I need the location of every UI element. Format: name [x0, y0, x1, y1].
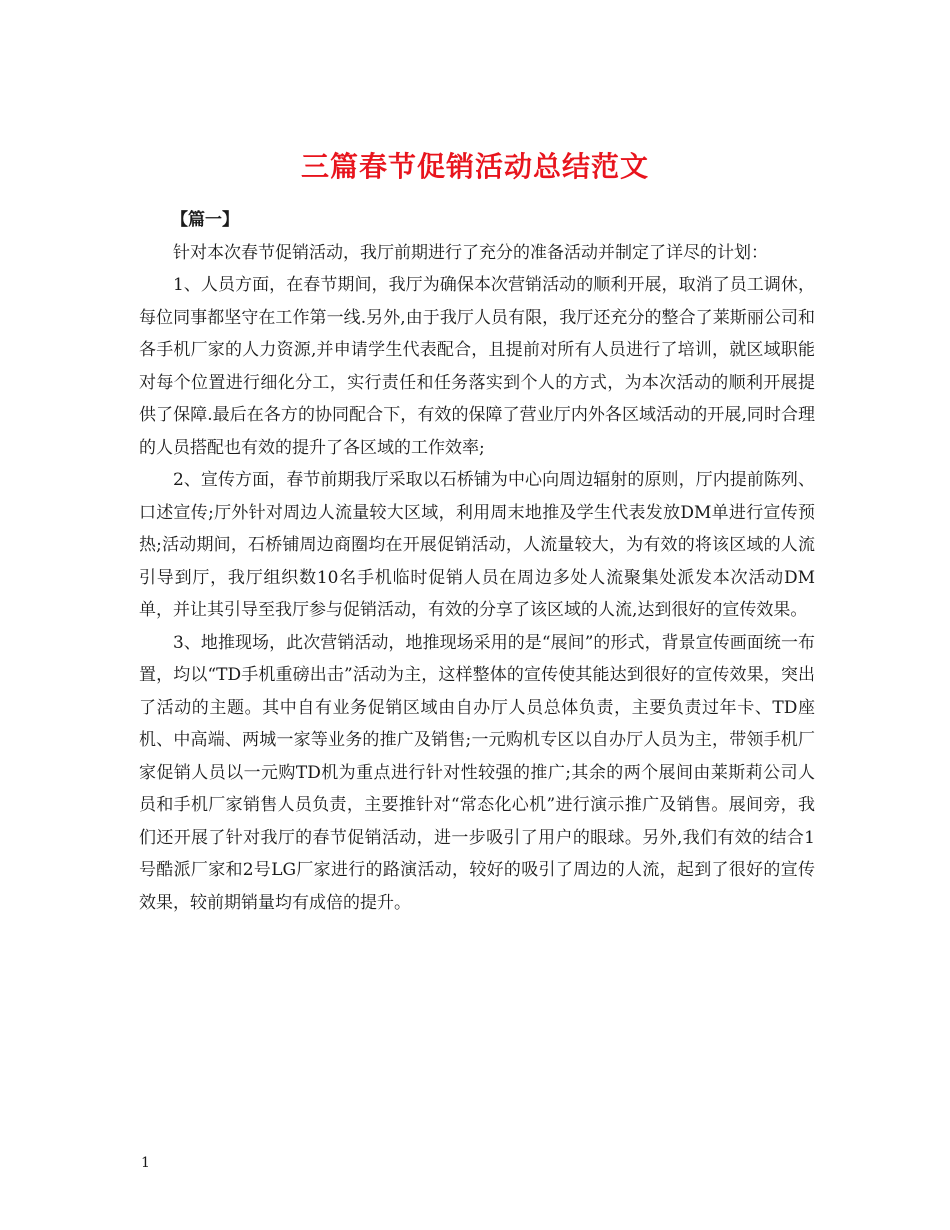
page-number: 1 — [141, 1155, 150, 1171]
paragraph-personnel: 1、人员方面，在春节期间，我厅为确保本次营销活动的顺利开展，取消了员工调休，每位同事都坚守在工作第一线.另外,由于我厅人员有限，我厅还充分的整合了莱斯丽公司和各手机厂家的人力资源,并申请学生代表配合，且提前对所有人员进行了培训，就区域职能对每个位置进行细化分工，实行责任和任务落实到个人的方式，为本次活动的顺利开展提供了保障.最后在各方的协同配合下，有效的保障了营业厅内外各区域活动的开展,同时合理的人员搭配也有效的提升了各区域的工作效率; — [139, 275, 815, 458]
paragraph-onsite: 3、地推现场，此次营销活动，地推现场采用的是“展间”的形式，背景宣传画面统一布置，均以“TD手机重磅出击”活动为主，这样整体的宣传使其能达到很好的宣传效果，突出了活动的主题。其中自有业务促销区域由自办厅人员总体负责，主要负责过年卡、TD座机、中高端、两城一家等业务的推广及销售;一元购机专区以自办厅人员为主，带领手机厂家促销人员以一元购TD机为重点进行针对性较强的推广;其余的两个展间由莱斯莉公司人员和手机厂家销售人员负责，主要推针对“常态化心机”进行演示推广及销售。展间旁，我们还开展了针对我厅的春节促销活动，进一步吸引了用户的眼球。另外,我们有效的结合1号酷派厂家和2号LG厂家进行的路演活动，较好的吸引了周边的人流，起到了很好的宣传效果，较前期销量均有成倍的提升。 — [139, 632, 815, 913]
document-title: 三篇春节促销活动总结范文 — [300, 149, 649, 183]
document-body — [139, 204, 815, 919]
paragraph-publicity: 2、宣传方面，春节前期我厅采取以石桥铺为中心向周边辐射的原则，厅内提前陈列、口述宣传;厅外针对周边人流量较大区域，利用周末地推及学生代表发放DM单进行宣传预热;活动期间，石桥铺周边商圈均在开展促销活动，人流量较大，为有效的将该区域的人流引导到厅，我厅组织数10名手机临时促销人员在周边多处人流聚集处派发本次活动DM单，并让其引导至我厅参与促销活动，有效的分享了该区域的人流,达到很好的宣传效果。 — [139, 470, 815, 620]
section-heading: 【篇一】 — [171, 210, 239, 230]
paragraph-intro: 针对本次春节促销活动，我厅前期进行了充分的准备活动并制定了详尽的计划： — [173, 242, 768, 263]
